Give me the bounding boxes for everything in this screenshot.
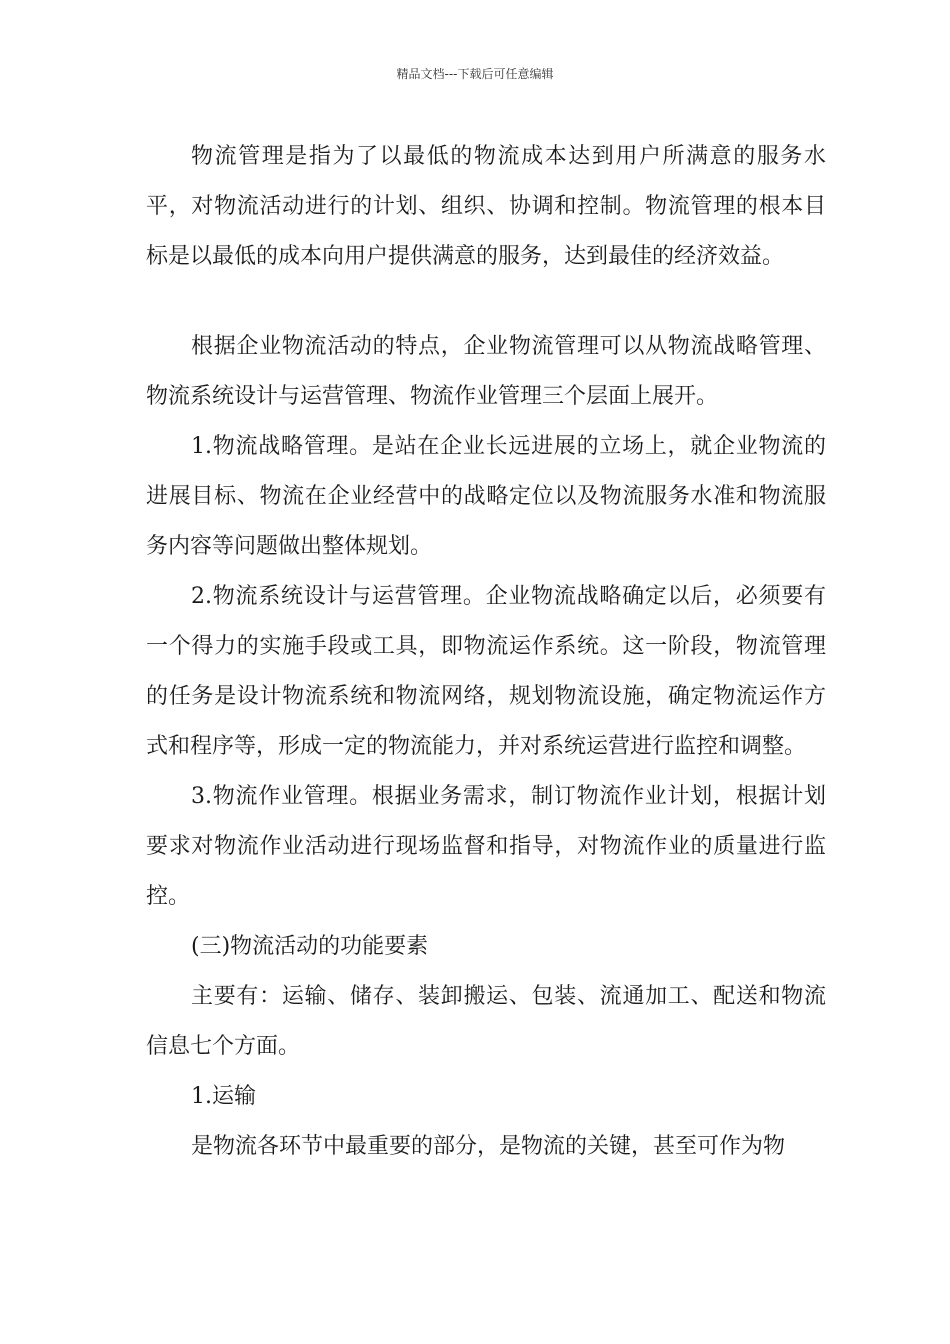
paragraph-seven-aspects: 主要有：运输、储存、装卸搬运、包装、流通加工、配送和物流信息七个方面。 xyxy=(146,984,826,1059)
subheading-transport: 1.运输 xyxy=(191,1084,256,1109)
paragraph-transport: 是物流各环节中最重要的部分，是物流的关键，甚至可作为物 xyxy=(191,1134,786,1159)
paragraph-strategy-management: 1.物流战略管理。是站在企业长远进展的立场上，就企业物流的进展目标、物流在企业经营中的战略定位以及物流服务水准和物流服务内容等问题做出整体规划。 xyxy=(146,434,826,559)
section-heading-functional-elements: (三)物流活动的功能要素 xyxy=(191,934,429,959)
paragraph-operations-management: 3.物流作业管理。根据业务需求，制订物流作业计划，根据计划要求对物流作业活动进行现场监督和指导，对物流作业的质量进行监控。 xyxy=(146,784,826,909)
paragraph-system-design: 2.物流系统设计与运营管理。企业物流战略确定以后，必须要有一个得力的实施手段或工具，即物流运作系统。这一阶段，物流管理的任务是设计物流系统和物流网络，规划物流设施，确定物流运作方式和程序等，形成一定的物流能力，并对系统运营进行监控和调整。 xyxy=(146,584,826,759)
paragraph-logistics-definition: 物流管理是指为了以最低的物流成本达到用户所满意的服务水平，对物流活动进行的计划、组织、协调和控制。物流管理的根本目标是以最低的成本向用户提供满意的服务，达到最佳的经济效益。 xyxy=(146,144,826,269)
paragraph-gap xyxy=(146,282,826,322)
page-header: 精品文档---下载后可任意编辑 xyxy=(396,67,554,81)
document-body xyxy=(146,132,826,1172)
paragraph-management-levels: 根据企业物流活动的特点，企业物流管理可以从物流战略管理、物流系统设计与运营管理、物流作业管理三个层面上展开。 xyxy=(146,334,826,409)
